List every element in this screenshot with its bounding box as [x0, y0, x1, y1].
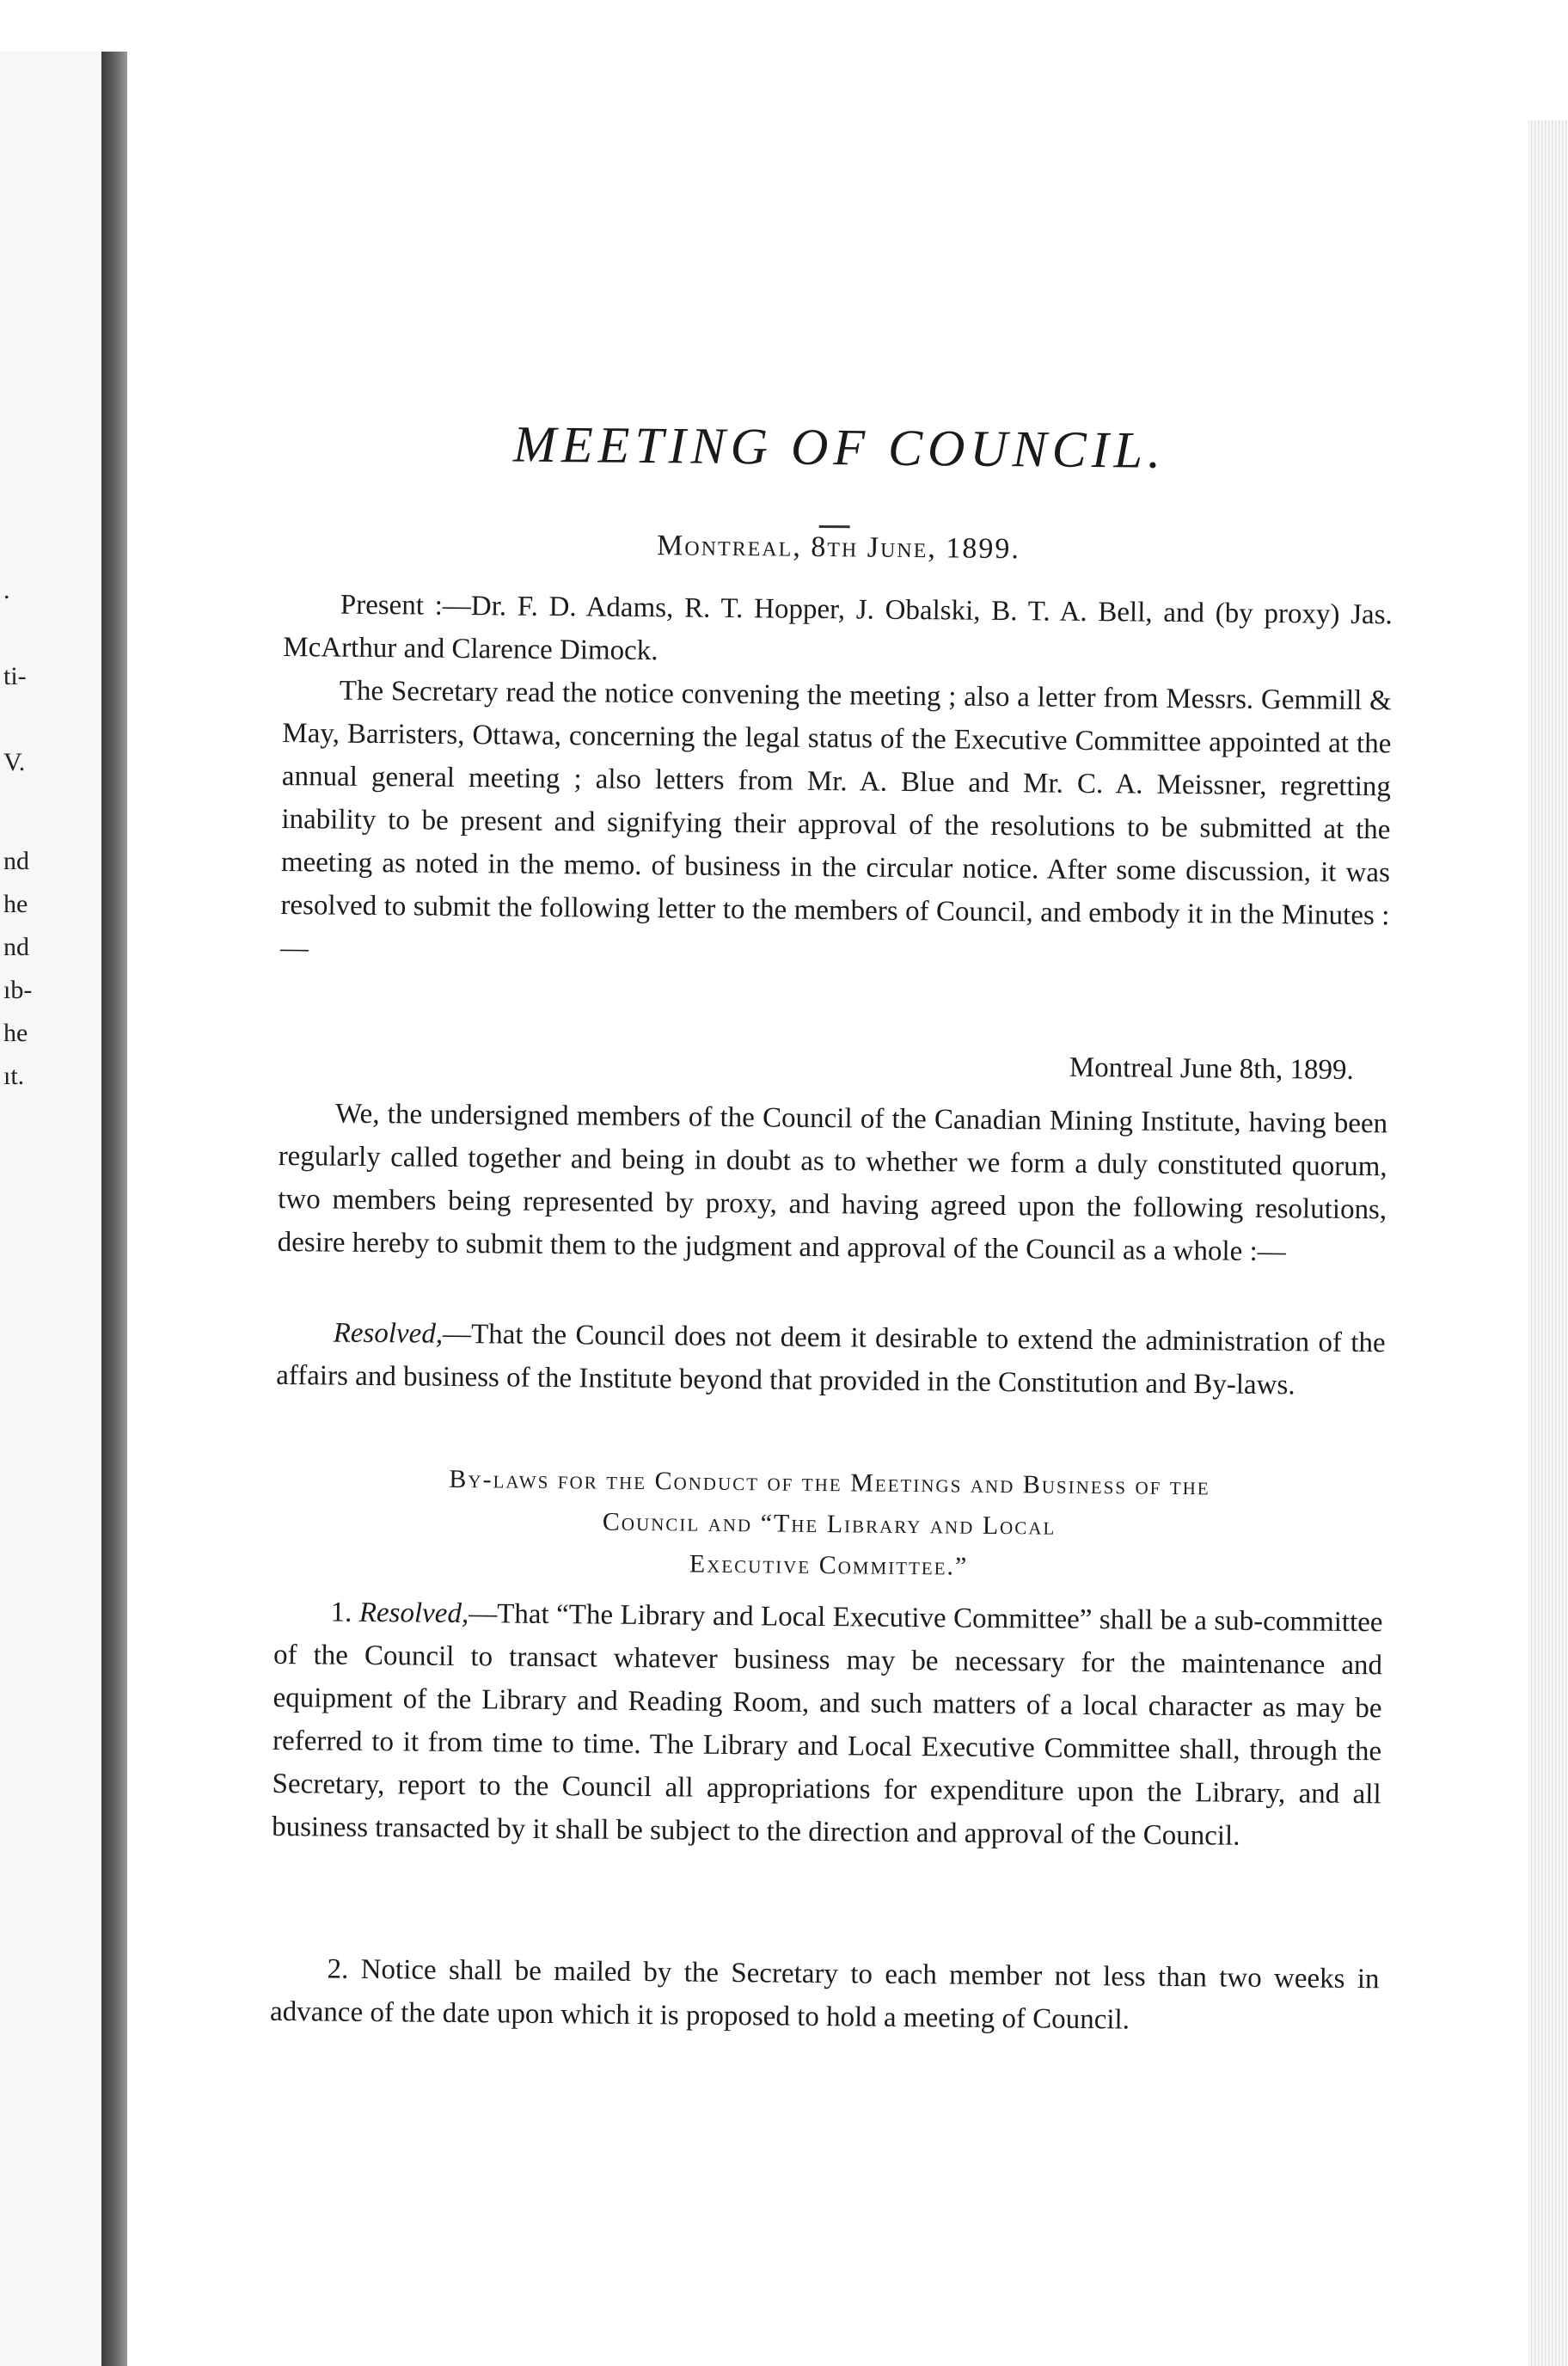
previous-page-fragment [0, 52, 101, 2366]
secretary-paragraph: The Secretary read the notice convening the meeting ; also a letter from Messrs. Gemmill & May, Barristers, Ottawa, concerning the legal status of the Executive Committee appointed at the annual general meeting ; also letters from Mr. A. Blue and Mr. C. A. Meissner, regretting inability to be present and signifying their approval of the resolutions to be submitted at the meeting as noted in the memo. of business in the circular notice. After some discussion, it was resolved to submit the following letter to the members of Council, and embody it in the Minutes :— [279, 675, 1392, 965]
resolved-label: Resolved, [333, 1317, 444, 1350]
prev-page-text-fragment: . [3, 576, 10, 604]
prev-page-top-edge [0, 0, 101, 52]
prev-page-text-fragment: V. [3, 748, 26, 776]
item-text: Notice shall be mailed by the Secretary to each member not less than two weeks in advance of the date upon which it is proposed to hold a meeting of Council. [269, 1953, 1380, 2036]
prev-page-text-fragment: ıt. [3, 1062, 25, 1090]
prev-page-text-fragment: ıb- [3, 976, 33, 1004]
prev-page-text-fragment: he [3, 1019, 28, 1047]
item-number: 1. [330, 1597, 352, 1628]
bylaws-heading [274, 1457, 1384, 1591]
bylaws-heading-line: Council and “The Library and Local [602, 1507, 1057, 1541]
page-title: MEETING OF COUNCIL. [512, 415, 1167, 479]
letter-paragraph: We, the undersigned members of the Council of the Canadian Mining Institute, having been regularly called together and being in doubt as to whether we form a duly constituted quorum, two members being represented by proxy, and having agreed upon the following resolutions, desire hereby to submit them to the judgment and approval of the Council as a whole :— [277, 1098, 1388, 1268]
prev-page-text-fragment: ti- [3, 662, 27, 690]
present-paragraph: Present :—Dr. F. D. Adams, R. T. Hopper, J. Obalski, B. T. A. Bell, and (by proxy) Jas. McArthur and Clarence Dimock. [283, 589, 1393, 667]
prev-page-text-fragment: nd [3, 847, 29, 875]
resolved-text: —That the Council does not deem it desirable to extend the administration of the affairs and business of the Institute beyond that provided in the Constitution and By-laws. [276, 1318, 1386, 1401]
bylaws-heading-line: Executive Committee.” [689, 1549, 969, 1581]
book-gutter-shadow [101, 52, 127, 2366]
page-stack-edge [1528, 120, 1568, 2366]
item-text: —That “The Library and Local Executive Committee” shall be a sub-committee of the Council to transact whatever business may be necessary for the maintenance and equipment of the Library and Reading Room, and such matters of a local character as may be referred to it from time to time. The Library and Local Executive Committee shall, through the Secretary, report to the Council all appropriations for expenditure upon the Library, and all business transacted by it shall be subject to the direction and approval of the Council. [272, 1598, 1383, 1852]
page-text-block [269, 52, 1398, 2036]
prev-page-text-fragment: he [3, 890, 28, 918]
item-number: 2. [327, 1953, 349, 1985]
bylaw-item-2 [270, 1947, 1380, 2044]
item-resolved-label: Resolved, [358, 1597, 469, 1630]
prev-page-text-fragment: nd [3, 933, 29, 961]
meeting-place-date: Montreal, 8th June, 1899. [656, 530, 1021, 566]
title-divider [819, 525, 850, 528]
bylaw-item-1 [272, 1591, 1383, 1859]
bylaws-heading-line: By-laws for the Conduct of the Meetings and Business of the [449, 1464, 1210, 1501]
document-page [127, 52, 1528, 2366]
resolved-paragraph [276, 1311, 1386, 1407]
page-top-right-margin [1528, 0, 1568, 120]
letter-date: Montreal June 8th, 1899. [1069, 1051, 1354, 1086]
